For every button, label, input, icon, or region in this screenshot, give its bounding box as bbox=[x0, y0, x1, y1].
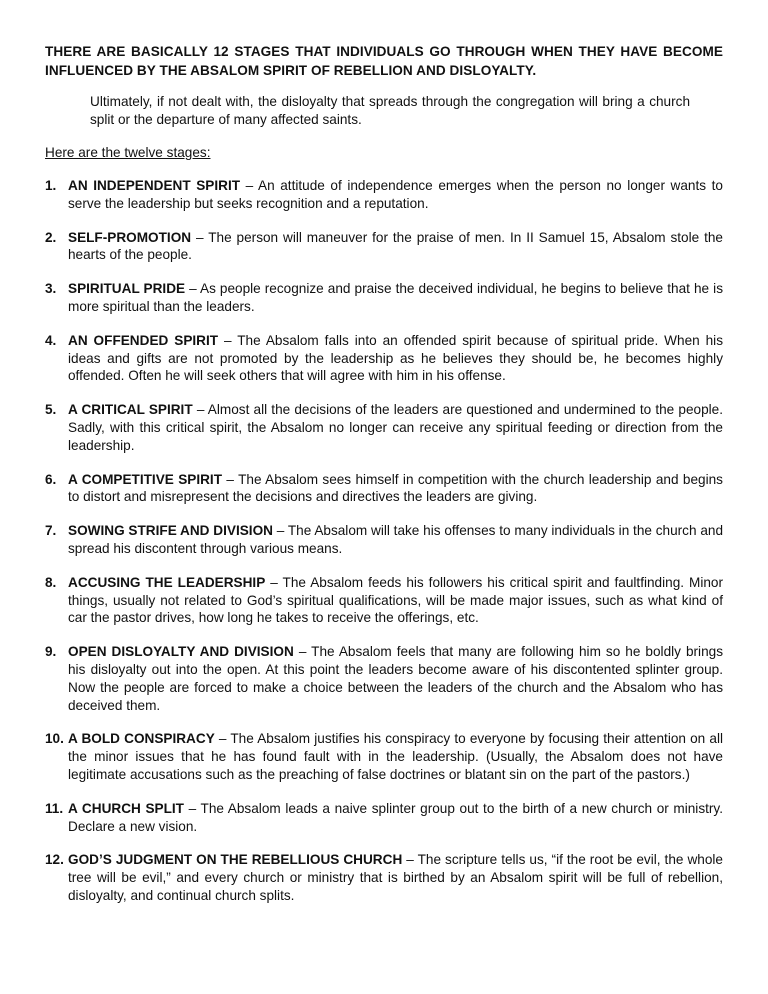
stage-name: AN OFFENDED SPIRIT bbox=[68, 332, 219, 348]
stage-description: – The Absalom leads a naive splinter group out to the birth of a new church or ministry. Declare a new vision. bbox=[68, 800, 723, 834]
stage-item bbox=[45, 471, 723, 507]
stage-number: 12. bbox=[45, 852, 64, 868]
stages-list-title: Here are the twelve stages: bbox=[45, 145, 211, 160]
stage-name: AN INDEPENDENT SPIRIT bbox=[68, 178, 241, 193]
document-heading: THERE ARE BASICALLY 12 STAGES THAT INDIVIDUALS GO THROUGH WHEN THEY HAVE BECOME INFLUENCED BY THE ABSALOM SPIRIT OF REBELLION AND DISLOYALTY. bbox=[45, 44, 723, 78]
stage-number: 2. bbox=[45, 229, 57, 245]
stage-item bbox=[45, 643, 723, 714]
stage-number: 3. bbox=[45, 281, 57, 297]
stage-description: – As people recognize and praise the deceived individual, he begins to believe that he is more spiritual than the leaders. bbox=[68, 281, 723, 314]
stage-description: – The Absalom justifies his conspiracy to everyone by focusing their attention on all the minor issues that he has found fault with in the leadership. (Usually, the Absalom does not have legitimate accusations such as the preaching of false doctrines or blatant sin on the part of the pastors.) bbox=[68, 731, 723, 782]
stage-item bbox=[45, 522, 723, 558]
stage-number: 11. bbox=[45, 800, 64, 816]
intro-paragraph: Ultimately, if not dealt with, the disloyalty that spreads through the congregation will bring a church split or the departure of many affected saints. bbox=[90, 94, 690, 127]
document-page bbox=[45, 42, 723, 905]
stage-description: – The Absalom will take his offenses to many individuals in the church and spread his discontent through various means. bbox=[68, 523, 724, 556]
stage-description: – Almost all the decisions of the leaders are questioned and undermined to the people. Sadly, with this critical spirit, the Absalom no longer can receive any spiritual feeding or direction from the leadership. bbox=[68, 402, 724, 453]
stage-number: 6. bbox=[45, 471, 57, 487]
stage-number: 10. bbox=[45, 731, 64, 747]
stage-item bbox=[45, 851, 723, 904]
stage-item bbox=[45, 730, 723, 783]
stage-number: 8. bbox=[45, 574, 57, 590]
stage-name: GOD’S JUDGMENT ON THE REBELLIOUS CHURCH bbox=[68, 852, 403, 868]
stage-description: – The person will maneuver for the praise of men. In II Samuel 15, Absalom stole the hearts of the people. bbox=[68, 229, 723, 263]
stage-item bbox=[45, 401, 723, 454]
stage-item bbox=[45, 332, 723, 385]
stage-number: 9. bbox=[45, 644, 57, 660]
stage-description: – The Absalom sees himself in competition with the church leadership and begins to distort and misrepresent the decisions and directives the leaders are giving. bbox=[68, 471, 723, 505]
stage-name: SOWING STRIFE AND DIVISION bbox=[68, 523, 273, 539]
stage-description: – The Absalom feeds his followers his critical spirit and faultfinding. Minor things, usually not related to God’s spiritual qualifications, will be made major issues, such as what kind of car the pastor drives, how long he takes to receive the offerings, etc. bbox=[68, 574, 724, 626]
stage-name: ACCUSING THE LEADERSHIP bbox=[68, 574, 266, 590]
stage-item bbox=[45, 177, 723, 213]
stage-description: – The Absalom falls into an offended spirit because of spiritual pride. When his ideas and gifts are not promoted by the leadership as he believes they should be, he becomes highly offended. Often he will seek others that will agree with him in his offense. bbox=[68, 332, 723, 384]
stage-item bbox=[45, 229, 723, 265]
stage-name: SELF-PROMOTION bbox=[68, 229, 192, 245]
stage-description: – An attitude of independence emerges when the person no longer wants to serve the leadership but seeks recognition and a reputation. bbox=[68, 178, 723, 211]
stage-item bbox=[45, 800, 723, 836]
stage-name: SPIRITUAL PRIDE bbox=[68, 281, 186, 297]
stage-number: 7. bbox=[45, 523, 57, 539]
stage-number: 1. bbox=[45, 178, 57, 193]
stage-name: A CHURCH SPLIT bbox=[68, 800, 184, 816]
stage-name: A CRITICAL SPIRIT bbox=[68, 402, 193, 418]
stage-description: – The scripture tells us, “if the root be evil, the whole tree will be evil,” and every church or ministry that is birthed by an Absalom spirit will be full of rebellion, disloyalty, and continual church splits. bbox=[68, 852, 723, 903]
stage-name: OPEN DISLOYALTY AND DIVISION bbox=[68, 644, 294, 660]
stage-name: A BOLD CONSPIRACY bbox=[68, 731, 215, 747]
stages-list bbox=[45, 177, 723, 905]
stage-number: 4. bbox=[45, 332, 57, 348]
stage-name: A COMPETITIVE SPIRIT bbox=[68, 471, 223, 487]
stage-item bbox=[45, 574, 723, 627]
stage-number: 5. bbox=[45, 402, 57, 418]
stage-description: – The Absalom feels that many are following him so he boldly brings his disloyalty out into the open. At this point the leaders become aware of his discontented splinter group. Now the people are forced to make a choice between the leaders of the church and the Absalom who has deceived them. bbox=[68, 644, 723, 713]
stage-item bbox=[45, 280, 723, 316]
